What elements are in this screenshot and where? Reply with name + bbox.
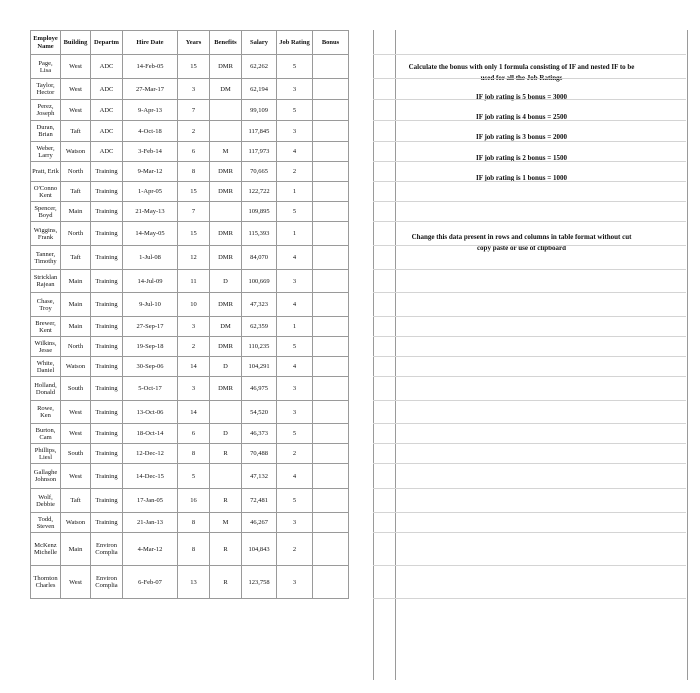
cell-salary[interactable]: 62,359 [242,317,277,337]
cell-name[interactable]: Wolf, Debbie [31,489,61,513]
cell-rating[interactable]: 4 [277,246,313,270]
cell-bonus[interactable] [313,317,349,337]
cell-benefits[interactable]: DMR [210,182,242,202]
table-row [31,337,349,357]
cell-name[interactable]: Chase, Troy [31,293,61,317]
grid-line [373,161,686,162]
cell-salary[interactable]: 100,669 [242,270,277,293]
cell-building[interactable]: Watson [61,513,91,533]
cell-rating[interactable]: 2 [277,444,313,464]
header-row [31,31,349,55]
cell-bonus[interactable] [313,182,349,202]
cell-building[interactable]: West [61,464,91,489]
cell-salary[interactable]: 70,488 [242,444,277,464]
cell-dept[interactable]: Environ Complia [91,566,123,599]
cell-building[interactable]: Watson [61,357,91,377]
grid-line [373,423,686,424]
grid-line [373,316,686,317]
grid-line [373,292,686,293]
col-building[interactable]: Building [61,31,91,55]
cell-years[interactable]: 8 [178,162,210,182]
cell-bonus[interactable] [313,202,349,222]
cell-rating[interactable]: 3 [277,566,313,599]
cell-years[interactable]: 12 [178,246,210,270]
cell-name[interactable]: Spencer, Boyd [31,202,61,222]
cell-years[interactable]: 8 [178,444,210,464]
cell-rating[interactable]: 3 [277,401,313,424]
cell-dept[interactable]: Training [91,464,123,489]
grid-line [373,141,686,142]
cell-rating[interactable]: 5 [277,337,313,357]
cell-name[interactable]: White, Daniel [31,357,61,377]
cell-benefits[interactable] [210,202,242,222]
cell-dept[interactable]: Training [91,246,123,270]
cell-benefits[interactable]: D [210,270,242,293]
cell-hire[interactable]: 4-Oct-18 [123,121,178,142]
cell-dept[interactable]: Training [91,424,123,444]
cell-bonus[interactable] [313,79,349,100]
cell-salary[interactable]: 109,895 [242,202,277,222]
cell-benefits[interactable]: R [210,489,242,513]
cell-bonus[interactable] [313,513,349,533]
cell-name[interactable]: Duran, Brian [31,121,61,142]
cell-hire[interactable]: 14-Dec-15 [123,464,178,489]
cell-dept[interactable]: ADC [91,142,123,162]
cell-years[interactable]: 2 [178,121,210,142]
bonus-rule-1: IF job rating is 1 bonus = 1000 [475,174,568,182]
cell-dept[interactable]: Training [91,293,123,317]
cell-benefits[interactable]: DM [210,79,242,100]
cell-dept[interactable]: Training [91,357,123,377]
cell-name[interactable]: Gallaghe Johnson [31,464,61,489]
cell-benefits[interactable] [210,121,242,142]
cell-rating[interactable]: 4 [277,464,313,489]
cell-hire[interactable]: 9-Mar-12 [123,162,178,182]
cell-years[interactable]: 2 [178,337,210,357]
cell-dept[interactable]: ADC [91,79,123,100]
grid-line [373,400,686,401]
grid-line [373,221,686,222]
table-row [31,357,349,377]
cell-bonus[interactable] [313,424,349,444]
cell-hire[interactable]: 3-Feb-14 [123,142,178,162]
cell-bonus[interactable] [313,357,349,377]
cell-salary[interactable]: 115,393 [242,222,277,246]
cell-name[interactable]: Stricklan Rajean [31,270,61,293]
cell-dept[interactable]: Training [91,317,123,337]
cell-bonus[interactable] [313,222,349,246]
cell-dept[interactable]: Training [91,444,123,464]
table-row [31,424,349,444]
cell-salary[interactable]: 84,070 [242,246,277,270]
cell-name[interactable]: O'Conno Kent [31,182,61,202]
cell-years[interactable]: 14 [178,357,210,377]
cell-rating[interactable]: 5 [277,100,313,121]
cell-building[interactable]: Watson [61,142,91,162]
cell-building[interactable]: Main [61,317,91,337]
cell-dept[interactable]: Training [91,337,123,357]
cell-years[interactable]: 8 [178,513,210,533]
cell-years[interactable]: 11 [178,270,210,293]
cell-dept[interactable]: ADC [91,55,123,79]
table-body [31,55,349,599]
cell-hire[interactable]: 21-May-13 [123,202,178,222]
table-task-text: Change this data present in rows and columns in table format without cut copy paste or use of clipboard [411,233,632,252]
cell-bonus[interactable] [313,489,349,513]
cell-benefits[interactable]: M [210,513,242,533]
cell-rating[interactable]: 1 [277,182,313,202]
cell-rating[interactable]: 4 [277,293,313,317]
grid-line [373,463,686,464]
cell-name[interactable]: Pratt, Erik [31,162,61,182]
cell-hire[interactable]: 18-Oct-14 [123,424,178,444]
table-row [31,444,349,464]
cell-years[interactable]: 3 [178,377,210,401]
cell-years[interactable]: 6 [178,424,210,444]
cell-bonus[interactable] [313,270,349,293]
cell-bonus[interactable] [313,55,349,79]
col-hire-date[interactable]: Hire Date [123,31,178,55]
cell-dept[interactable]: Training [91,401,123,424]
table-row [31,270,349,293]
cell-dept[interactable]: Training [91,182,123,202]
grid-line [373,356,686,357]
bonus-rule-4: IF job rating is 4 bonus = 2500 [475,113,568,121]
cell-salary[interactable]: 117,845 [242,121,277,142]
cell-benefits[interactable]: DMR [210,246,242,270]
cell-dept[interactable]: Training [91,162,123,182]
cell-benefits[interactable]: R [210,566,242,599]
cell-building[interactable]: West [61,55,91,79]
table-row [31,293,349,317]
cell-name[interactable]: Tanner, Timothy [31,246,61,270]
cell-building[interactable]: West [61,566,91,599]
cell-dept[interactable]: Environ Complia [91,533,123,566]
col-benefits[interactable]: Benefits [210,31,242,55]
cell-benefits[interactable]: DMR [210,222,242,246]
col-employee-name[interactable]: Employe Name [31,31,61,55]
cell-hire[interactable]: 4-Mar-12 [123,533,178,566]
cell-hire[interactable]: 9-Apr-13 [123,100,178,121]
cell-name[interactable]: Perez, Joseph [31,100,61,121]
table-row [31,317,349,337]
cell-years[interactable]: 14 [178,401,210,424]
cell-salary[interactable]: 117,973 [242,142,277,162]
cell-years[interactable]: 15 [178,55,210,79]
cell-name[interactable]: McKenz Michelle [31,533,61,566]
cell-benefits[interactable] [210,464,242,489]
cell-rating[interactable]: 4 [277,142,313,162]
cell-hire[interactable]: 9-Jul-10 [123,293,178,317]
cell-bonus[interactable] [313,100,349,121]
col-salary[interactable]: Salary [242,31,277,55]
table-row [31,202,349,222]
table-row [31,182,349,202]
cell-dept[interactable]: Training [91,513,123,533]
col-department[interactable]: Departm [91,31,123,55]
cell-building[interactable]: Main [61,202,91,222]
cell-bonus[interactable] [313,444,349,464]
cell-benefits[interactable]: R [210,533,242,566]
grid-line [373,443,686,444]
cell-name[interactable]: Taylor, Hector [31,79,61,100]
cell-building[interactable]: West [61,424,91,444]
cell-hire[interactable]: 21-Jan-13 [123,513,178,533]
grid-line [373,269,686,270]
cell-hire[interactable]: 17-Jan-05 [123,489,178,513]
cell-building[interactable]: Taft [61,121,91,142]
table-row [31,79,349,100]
table-row [31,142,349,162]
cell-hire[interactable]: 6-Feb-07 [123,566,178,599]
cell-benefits[interactable]: D [210,357,242,377]
cell-building[interactable]: Main [61,293,91,317]
cell-benefits[interactable] [210,401,242,424]
cell-building[interactable]: North [61,162,91,182]
table-row [31,401,349,424]
cell-years[interactable]: 6 [178,142,210,162]
cell-bonus[interactable] [313,464,349,489]
grid-line [373,336,686,337]
cell-dept[interactable]: Training [91,489,123,513]
cell-hire[interactable]: 30-Sep-06 [123,357,178,377]
cell-bonus[interactable] [313,293,349,317]
cell-dept[interactable]: Training [91,377,123,401]
cell-salary[interactable]: 70,665 [242,162,277,182]
employee-table [30,30,349,599]
cell-dept[interactable]: ADC [91,100,123,121]
table-row [31,566,349,599]
cell-benefits[interactable]: DMR [210,337,242,357]
cell-building[interactable]: West [61,100,91,121]
cell-rating[interactable]: 5 [277,55,313,79]
cell-building[interactable]: North [61,222,91,246]
cell-salary[interactable]: 47,132 [242,464,277,489]
grid-line [373,120,686,121]
cell-bonus[interactable] [313,337,349,357]
table-row [31,162,349,182]
cell-hire[interactable]: 1-Apr-05 [123,182,178,202]
cell-name[interactable]: Holland, Donald [31,377,61,401]
col-years[interactable]: Years [178,31,210,55]
cell-rating[interactable]: 3 [277,377,313,401]
bonus-rule-5: IF job rating is 5 bonus = 3000 [475,93,568,101]
cell-building[interactable]: Taft [61,182,91,202]
cell-years[interactable]: 16 [178,489,210,513]
cell-salary[interactable]: 62,262 [242,55,277,79]
cell-name[interactable]: Todd, Steven [31,513,61,533]
cell-years[interactable]: 8 [178,533,210,566]
cell-building[interactable]: South [61,377,91,401]
cell-rating[interactable]: 5 [277,489,313,513]
bonus-rule-2: IF job rating is 2 bonus = 1500 [475,154,568,162]
cell-rating[interactable]: 3 [277,513,313,533]
cell-hire[interactable]: 27-Mar-17 [123,79,178,100]
cell-building[interactable]: North [61,337,91,357]
cell-years[interactable]: 10 [178,293,210,317]
table-row [31,100,349,121]
cell-salary[interactable]: 46,373 [242,424,277,444]
grid-line [373,99,686,100]
cell-name[interactable]: Thornton Charles [31,566,61,599]
cell-years[interactable]: 15 [178,222,210,246]
cell-rating[interactable]: 5 [277,424,313,444]
cell-benefits[interactable]: DMR [210,55,242,79]
grid-line [373,512,686,513]
table-row [31,513,349,533]
cell-rating[interactable]: 3 [277,270,313,293]
grid-line [373,201,686,202]
cell-building[interactable]: West [61,401,91,424]
cell-bonus[interactable] [313,142,349,162]
cell-salary[interactable]: 110,235 [242,337,277,357]
bonus-task-text: Calculate the bonus with only 1 formula consisting of IF and nested IF to be used for all the Job Ratings [408,63,635,82]
cell-bonus[interactable] [313,121,349,142]
cell-building[interactable]: South [61,444,91,464]
table-row [31,55,349,79]
grid-line [373,376,686,377]
cell-building[interactable]: Taft [61,246,91,270]
cell-hire[interactable]: 14-May-05 [123,222,178,246]
instruction-panel [373,30,688,680]
table-row [31,489,349,513]
cell-hire[interactable]: 27-Sep-17 [123,317,178,337]
cell-bonus[interactable] [313,246,349,270]
cell-dept[interactable]: Training [91,270,123,293]
cell-hire[interactable]: 12-Dec-12 [123,444,178,464]
cell-benefits[interactable]: D [210,424,242,444]
table-row [31,377,349,401]
grid-line [373,598,686,599]
cell-building[interactable]: Taft [61,489,91,513]
table-row [31,121,349,142]
cell-dept[interactable]: ADC [91,121,123,142]
cell-benefits[interactable]: M [210,142,242,162]
cell-bonus[interactable] [313,377,349,401]
cell-rating[interactable]: 3 [277,121,313,142]
cell-dept[interactable]: Training [91,222,123,246]
cell-hire[interactable]: 13-Oct-06 [123,401,178,424]
cell-name[interactable]: Wiggins, Frank [31,222,61,246]
cell-salary[interactable]: 46,975 [242,377,277,401]
cell-years[interactable]: 5 [178,464,210,489]
grid-divider [395,30,396,680]
cell-building[interactable]: Main [61,270,91,293]
cell-name[interactable]: Rowe, Ken [31,401,61,424]
cell-years[interactable]: 7 [178,202,210,222]
cell-name[interactable]: Wilkins, Jesse [31,337,61,357]
cell-name[interactable]: Phillips, Liesl [31,444,61,464]
cell-building[interactable]: Main [61,533,91,566]
cell-benefits[interactable]: DMR [210,377,242,401]
cell-salary[interactable]: 72,481 [242,489,277,513]
cell-years[interactable]: 15 [178,182,210,202]
cell-years[interactable]: 13 [178,566,210,599]
cell-rating[interactable]: 3 [277,79,313,100]
cell-bonus[interactable] [313,533,349,566]
table-row [31,464,349,489]
grid-line [373,181,686,182]
cell-salary[interactable]: 122,722 [242,182,277,202]
cell-rating[interactable]: 1 [277,222,313,246]
col-job-rating[interactable]: Job Rating [277,31,313,55]
bonus-rule-3: IF job rating is 3 bonus = 2000 [475,133,568,141]
cell-salary[interactable]: 47,323 [242,293,277,317]
table-row [31,246,349,270]
cell-rating[interactable]: 2 [277,533,313,566]
cell-name[interactable]: Brewer, Kent [31,317,61,337]
cell-rating[interactable]: 2 [277,162,313,182]
cell-salary[interactable]: 104,291 [242,357,277,377]
grid-line [373,245,686,246]
cell-salary[interactable]: 99,109 [242,100,277,121]
table-row [31,533,349,566]
cell-bonus[interactable] [313,401,349,424]
cell-hire[interactable]: 1-Jul-08 [123,246,178,270]
cell-name[interactable]: Weber, Larry [31,142,61,162]
grid-line [373,54,686,55]
cell-salary[interactable]: 62,194 [242,79,277,100]
cell-hire[interactable]: 19-Sep-18 [123,337,178,357]
cell-hire[interactable]: 5-Oct-17 [123,377,178,401]
grid-line [373,78,686,79]
cell-salary[interactable]: 123,758 [242,566,277,599]
cell-years[interactable]: 3 [178,317,210,337]
table-row [31,222,349,246]
grid-line [373,565,686,566]
cell-years[interactable]: 7 [178,100,210,121]
cell-bonus[interactable] [313,162,349,182]
cell-benefits[interactable]: R [210,444,242,464]
cell-salary[interactable]: 46,267 [242,513,277,533]
cell-name[interactable]: Page, Lisa [31,55,61,79]
cell-rating[interactable]: 1 [277,317,313,337]
cell-years[interactable]: 3 [178,79,210,100]
cell-salary[interactable]: 104,843 [242,533,277,566]
cell-hire[interactable]: 14-Jul-09 [123,270,178,293]
cell-salary[interactable]: 54,520 [242,401,277,424]
cell-rating[interactable]: 4 [277,357,313,377]
cell-dept[interactable]: Training [91,202,123,222]
cell-hire[interactable]: 14-Feb-05 [123,55,178,79]
cell-benefits[interactable]: DMR [210,162,242,182]
cell-benefits[interactable]: DM [210,317,242,337]
col-bonus[interactable]: Bonus [313,31,349,55]
cell-building[interactable]: West [61,79,91,100]
cell-bonus[interactable] [313,566,349,599]
grid-line [373,532,686,533]
cell-rating[interactable]: 5 [277,202,313,222]
grid-line [373,488,686,489]
cell-benefits[interactable]: DMR [210,293,242,317]
cell-name[interactable]: Burton, Cam [31,424,61,444]
cell-benefits[interactable] [210,100,242,121]
